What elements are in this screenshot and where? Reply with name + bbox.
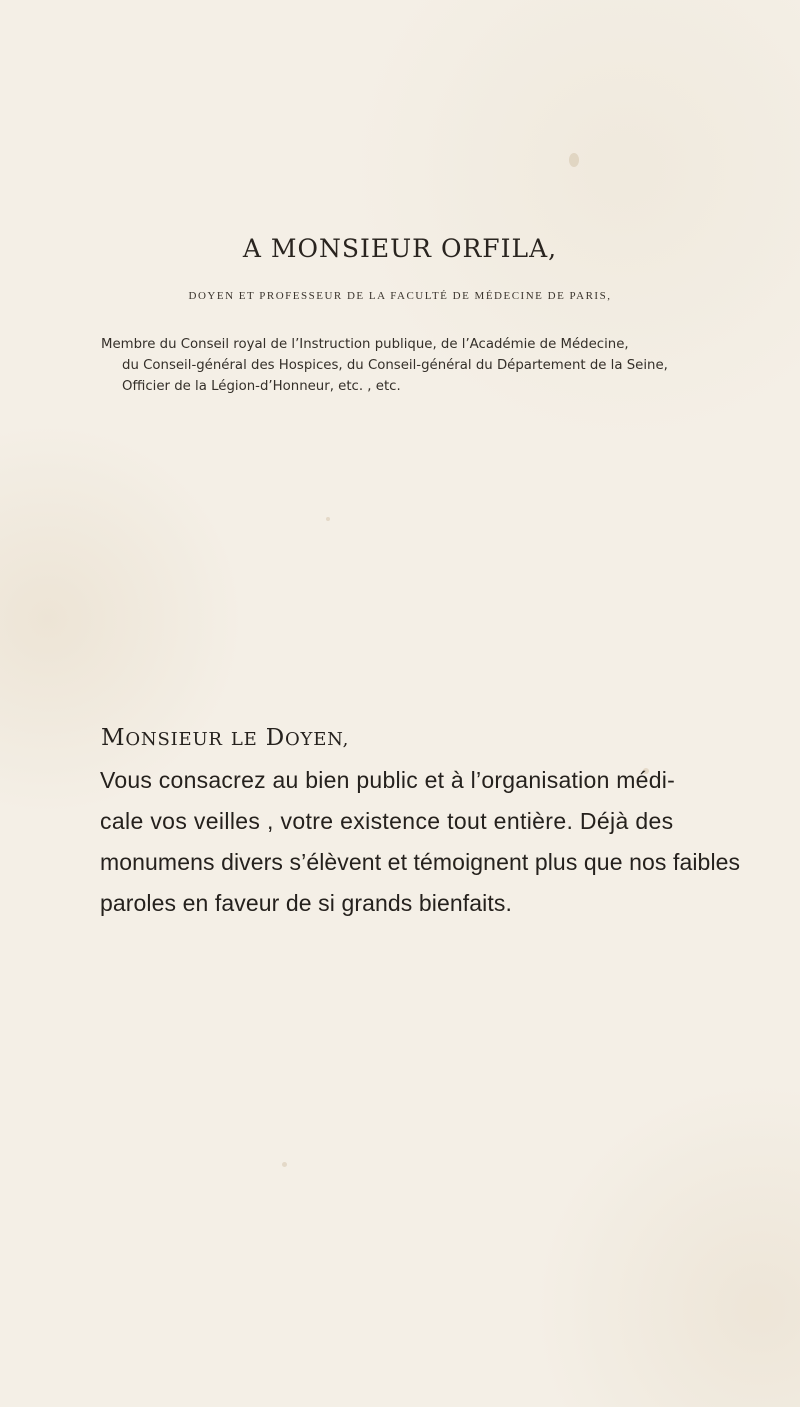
salutation-word-3: DOYEN, (265, 725, 350, 751)
body-line: paroles en faveur de si grands bienfaits. (100, 890, 512, 916)
body-paragraph (100, 760, 760, 924)
salutation-word-2: LE (230, 729, 258, 750)
dedication-title: A MONSIEUR ORFILA, (242, 234, 558, 263)
paper-stain (282, 1162, 287, 1167)
paper-stain (326, 517, 330, 521)
title-line: Membre du Conseil royal de l’Instruction publique, de l’Académie de Médecine, (101, 337, 629, 352)
paper-stain (569, 153, 579, 167)
salutation (101, 727, 349, 750)
title-line: Officier de la Légion-d’Honneur, etc. , etc. (122, 379, 401, 394)
body-line: cale vos veilles , votre existence tout entière. Déjà des (100, 808, 674, 834)
body-line: monumens divers s’élèvent et témoignent plus que nos faibles (100, 849, 741, 875)
body-line: Vous consacrez au bien public et à l’organisation médi- (100, 767, 676, 793)
title-line: du Conseil-général des Hospices, du Conseil-général du Département de la Seine, (122, 358, 668, 373)
dedication-subtitle: DOYEN ET PROFESSEUR DE LA FACULTÉ DE MÉDECINE DE PARIS, (188, 290, 612, 302)
salutation-word-1: MONSIEUR (101, 725, 223, 751)
honorary-titles (101, 334, 771, 397)
